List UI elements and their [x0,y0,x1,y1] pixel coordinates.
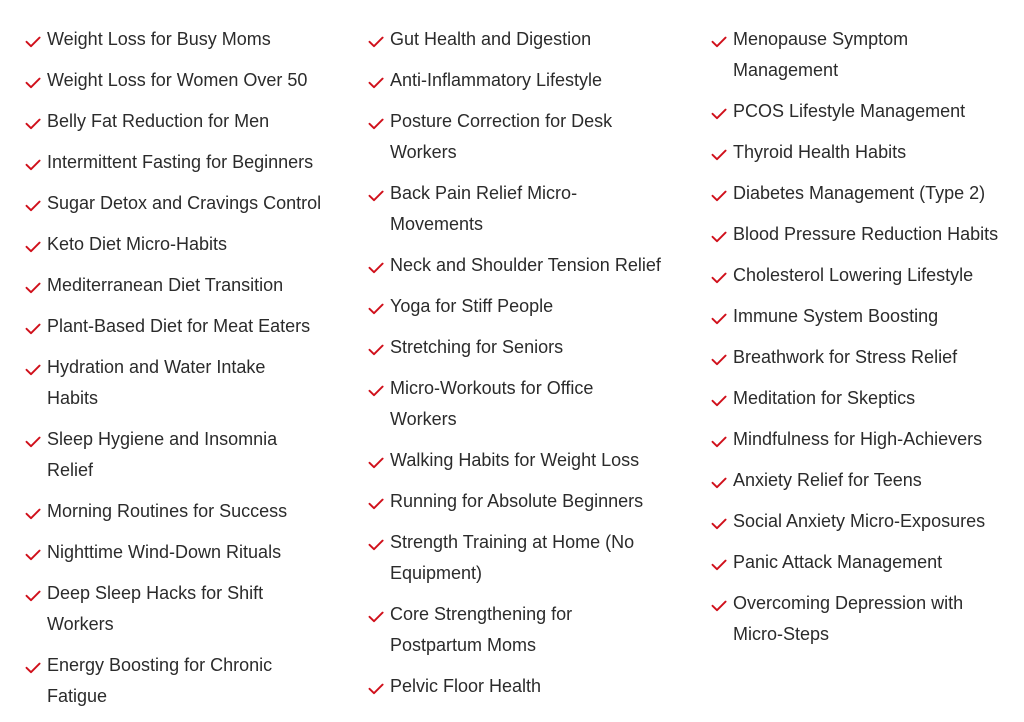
topic-column-3 [710,24,1022,660]
topic-list-item [367,671,687,702]
topic-list-item [24,537,344,568]
checkmark-icon [25,590,41,602]
topic-label-line: Energy Boosting for Chronic [47,655,273,675]
topic-column-2 [367,24,687,712]
topic-list-item [367,332,687,363]
checkmark-icon [25,364,41,376]
checkmark-icon [711,231,727,243]
checkmark-icon [25,159,41,171]
checkmark-icon [25,200,41,212]
checkmark-icon [25,241,41,253]
topic-label-line: Weight Loss for Women Over 50 [47,70,308,90]
checkmark-icon [368,611,384,623]
topic-label-line: Keto Diet Micro-Habits [47,234,228,254]
topic-label-line: Diabetes Management (Type 2) [733,183,986,203]
topic-list-item [367,527,687,589]
topic-label-line: Walking Habits for Weight Loss [390,450,640,470]
checkmark-icon [368,385,384,397]
topic-list-item [24,424,344,486]
topic-list-item [24,106,344,137]
topic-label-line: Back Pain Relief Micro- [390,183,578,203]
checkmark-icon [711,436,727,448]
topic-list-item [710,96,1022,127]
checkmark-icon [25,662,41,674]
topic-list-item [24,311,344,342]
checkmark-icon [368,539,384,551]
checkmark-icon [711,36,727,48]
topic-list-item [24,147,344,178]
topic-list-item [24,650,344,712]
checkmark-icon [368,683,384,695]
topic-list-item [710,506,1022,537]
topic-label-line: Running for Absolute Beginners [390,491,644,511]
topic-label-line: Mediterranean Diet Transition [47,275,284,295]
topic-label-line: Intermittent Fasting for Beginners [47,152,314,172]
topic-label-line: Anxiety Relief for Teens [733,470,922,490]
checkmark-icon [25,118,41,130]
topic-list-item [367,106,687,168]
topic-label-line: Cholesterol Lowering Lifestyle [733,265,974,285]
topic-list-item [710,588,1022,650]
checkmark-icon [368,457,384,469]
topic-list-item [710,424,1022,455]
checkmark-icon [711,395,727,407]
checkmark-icon [25,508,41,520]
topic-label-line: Hydration and Water Intake [47,357,266,377]
topic-label-line: Relief [47,460,94,480]
topic-list-item [24,578,344,640]
topic-list-item [24,352,344,414]
topic-label-line: Gut Health and Digestion [390,29,592,49]
topic-list-item [24,188,344,219]
topic-label-line: Workers [390,142,457,162]
checkmark-icon [368,77,384,89]
checkmark-icon [711,190,727,202]
checkmark-icon [711,477,727,489]
checkmark-icon [711,559,727,571]
topic-list-item [710,383,1022,414]
topic-list-item [24,270,344,301]
topic-list-item [367,178,687,240]
topic-label-line: PCOS Lifestyle Management [733,101,966,121]
checkmark-icon [368,118,384,130]
checkmark-icon [25,282,41,294]
checkmark-icon [25,36,41,48]
topic-label-line: Meditation for Skeptics [733,388,916,408]
topic-label-line: Habits [47,388,99,408]
topic-label-line: Sugar Detox and Cravings Control [47,193,322,213]
checkmark-icon [711,108,727,120]
topic-list-item [710,24,1022,86]
topic-list-item [710,260,1022,291]
topic-label-line: Blood Pressure Reduction Habits [733,224,999,244]
checkmark-icon [711,272,727,284]
topic-label-line: Immune System Boosting [733,306,939,326]
checkmark-icon [368,344,384,356]
checkmark-icon [368,36,384,48]
topic-label-line: Thyroid Health Habits [733,142,907,162]
checkmark-icon [368,303,384,315]
topic-label-line: Anti-Inflammatory Lifestyle [390,70,603,90]
topic-list-item [710,547,1022,578]
topic-column-1 [24,24,344,722]
topic-list-item [24,65,344,96]
topic-label-line: Morning Routines for Success [47,501,288,521]
topic-label-line: Management [733,60,839,80]
topic-label-line: Sleep Hygiene and Insomnia [47,429,278,449]
topic-label-line: Nighttime Wind-Down Rituals [47,542,282,562]
topic-label-line: Plant-Based Diet for Meat Eaters [47,316,311,336]
topic-label-line: Micro-Workouts for Office [390,378,594,398]
topic-label-line: Core Strengthening for [390,604,573,624]
topic-list-item [367,250,687,281]
topic-label-line: Mindfulness for High-Achievers [733,429,983,449]
topic-list-item [367,445,687,476]
topic-label-line: Workers [390,409,457,429]
topic-label-line: Micro-Steps [733,624,830,644]
topic-label-line: Postpartum Moms [390,635,537,655]
topic-label-line: Movements [390,214,484,234]
topic-list-item [710,342,1022,373]
topic-label-line: Panic Attack Management [733,552,943,572]
topic-label-line: Deep Sleep Hacks for Shift [47,583,264,603]
checkmark-icon [25,436,41,448]
topic-label-line: Belly Fat Reduction for Men [47,111,270,131]
topic-list-item [710,137,1022,168]
topic-label-line: Posture Correction for Desk [390,111,613,131]
checkmark-icon [25,77,41,89]
checkmark-icon [368,262,384,274]
checkmark-icon [25,323,41,335]
topic-label-line: Social Anxiety Micro-Exposures [733,511,986,531]
topic-list-item [367,24,687,55]
topic-list-item [710,301,1022,332]
topic-label-line: Breathwork for Stress Relief [733,347,958,367]
topic-list-item [367,373,687,435]
topic-list-item [367,65,687,96]
topic-list-item [710,178,1022,209]
topic-label-line: Menopause Symptom [733,29,909,49]
checkmark-icon [25,549,41,561]
topic-label-line: Equipment) [390,563,483,583]
checkmark-icon [711,518,727,530]
topic-label-line: Weight Loss for Busy Moms [47,29,271,49]
topic-label-line: Fatigue [47,686,108,706]
checkmark-icon [711,149,727,161]
topic-label-line: Strength Training at Home (No [390,532,635,552]
topic-list-item [24,229,344,260]
topic-label-line: Pelvic Floor Health [390,676,542,696]
topic-label-line: Neck and Shoulder Tension Relief [390,255,661,275]
topic-label-line: Yoga for Stiff People [390,296,554,316]
topic-label-line: Overcoming Depression with [733,593,964,613]
checkmark-icon [711,354,727,366]
topic-list-item [24,496,344,527]
checkmark-icon [368,190,384,202]
topic-list-item [710,219,1022,250]
topic-list-item [367,599,687,661]
checkmark-icon [711,313,727,325]
topic-list-item [24,24,344,55]
topic-label-line: Workers [47,614,114,634]
topic-list-item [367,291,687,322]
topic-list-item [710,465,1022,496]
checkmark-icon [711,600,727,612]
topic-list-item [367,486,687,517]
checkmark-icon [368,498,384,510]
topic-label-line: Stretching for Seniors [390,337,564,357]
